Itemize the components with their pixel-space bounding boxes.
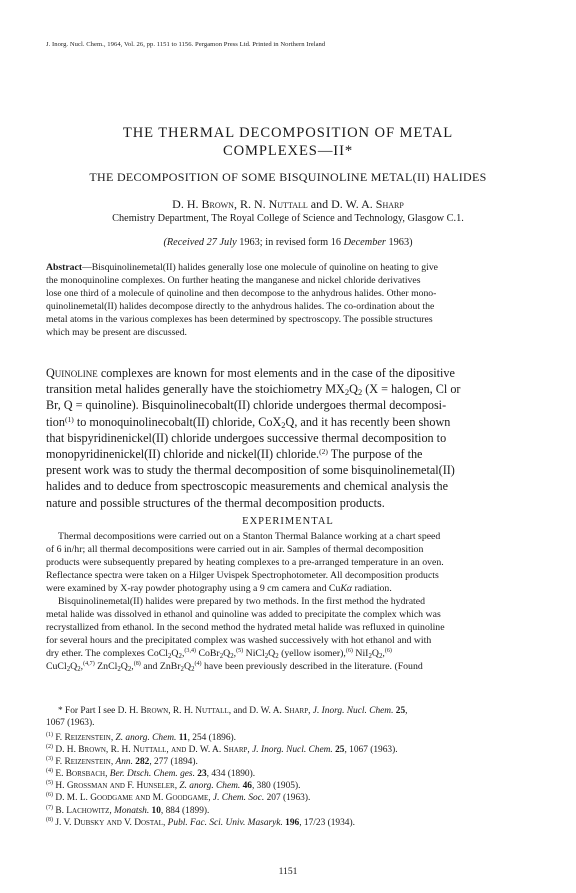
ref-text: , — [109, 805, 115, 816]
page-number: 1151 — [278, 866, 298, 877]
section-heading-experimental: EXPERIMENTAL — [242, 516, 334, 527]
ref-volume: 282 — [132, 757, 150, 768]
ref-number: (2) — [46, 744, 53, 751]
ref-author: Goodgame — [90, 793, 133, 804]
intro-text: to monoquinolinecobalt(II) chloride, CoX — [73, 414, 282, 429]
ref-number: (8) — [46, 816, 53, 823]
footnote-part-one — [46, 705, 534, 729]
fn-text: * For Part I see D. H. — [58, 706, 141, 716]
exp-text: were examined by X-ray powder photography using a 9 cm camera and Cu — [46, 582, 341, 594]
reference-1 — [46, 732, 534, 744]
journal-citation-line: J. Inorg. Nucl. Chem., 1964, Vol. 26, pp. 1151 to 1156. Pergamon Press Ltd. Printed in Northern Ireland — [46, 41, 326, 48]
exp-line-7: metal halide was dissolved in ethanol and quinoline was added to precipitate the complex which was — [46, 608, 441, 620]
exp-text: K — [340, 582, 347, 594]
ref-author: Dubsky — [73, 817, 105, 828]
ref-text: D. M. L. — [53, 793, 91, 804]
exp-line-2: of 6 in/hr; all thermal decompositions were carried out in air. Samples of thermal decomposition — [46, 543, 424, 555]
ref-text: F. — [53, 733, 65, 743]
intro-line-6 — [46, 446, 534, 462]
ref-journal: Ber. Dtsch. Chem. ges. — [109, 769, 195, 780]
ref-text: and M. Goodgame, — [132, 793, 213, 804]
exp-line-5 — [46, 583, 534, 596]
intro-text: (X = halogen, Cl or — [362, 382, 461, 397]
author-2-surname: Nuttall — [268, 197, 308, 211]
abstract-line-3: lose one third of a molecule of quinoline and then decompose to the anhydrous halides. Other mono- — [46, 287, 437, 299]
ref-number: (7) — [46, 804, 53, 811]
fn-author: Brown — [140, 706, 169, 716]
received-dates — [0, 237, 576, 248]
fn-text: , and D. W. A. — [228, 706, 285, 716]
ref-text: F. — [53, 757, 65, 768]
exp-line-3: products were subsequently prepared by heating complexes to a pre-arranged temperature in an oven. — [46, 556, 444, 568]
ref-text: and F. Hunseler, — [107, 781, 180, 792]
ref-author: Brown — [78, 745, 106, 756]
ref-journal: Publ. Fac. Sci. Univ. Masaryk. — [167, 817, 283, 828]
exp-text: dry ether. The complexes CoCl — [46, 647, 168, 659]
ref-text: J. V. — [53, 817, 74, 828]
ref-journal: Ann. — [115, 757, 133, 768]
author-sep-1: , R. N. — [233, 197, 269, 211]
ref-author: Reizenstein — [64, 733, 111, 743]
author-1-initials: D. H. — [172, 197, 202, 211]
reference-list — [46, 732, 534, 829]
ref-text: , — [105, 769, 110, 780]
ref-text: , R. H. Nuttall, and D. W. A. Sharp, — [105, 745, 253, 756]
ref-text: , — [110, 757, 116, 768]
intro-line-8: halides and to deduce from spectroscopic measurements and chemical analysis the — [46, 479, 449, 494]
ref-journal: Z. anorg. Chem. — [179, 781, 241, 792]
intro-text: complexes are known for most elements and in the case of the dipositive — [97, 366, 455, 380]
intro-text: tion — [46, 414, 65, 429]
ref-volume: 196 — [282, 817, 300, 828]
ref-journal: J. Chem. Soc. — [212, 793, 265, 804]
intro-text: transition metal halides generally have the stoichiometry MX — [46, 382, 345, 397]
abstract-line-5: metal atoms in the various complexes has been determined by spectroscopy. The possible structures — [46, 313, 433, 325]
ref-text: D. H. — [53, 745, 79, 756]
reference-2 — [46, 744, 534, 756]
exp-text: radiation. — [352, 582, 392, 594]
author-3-surname: Sharp — [375, 197, 404, 211]
intro-line-2: transition metal halides generally have the stoichiometry $MX_2Q_2$ (X = halogen, Cl or — [46, 382, 461, 398]
exp-line-1: Thermal decompositions were carried out on a Stanton Thermal Balance working at a chart speed — [58, 531, 441, 542]
exp-line-10: dry ether. The complexes $CoCl_2Q_2,^{(3,4)}$ $CoBr_2Q_2,^{(5)}$ $NiCl_2Q_2$ (yellow isomer),$^{(6)}$ $NiI_2Q_2,^{(6)}$ — [46, 647, 392, 660]
abstract-line-2: the monoquinoline complexes. On further heating the manganese and nickel chloride derivatives — [46, 274, 421, 286]
ref-text: , — [110, 733, 116, 743]
fn-author: Nuttall — [195, 706, 229, 716]
ref-text: , 434 (1890). — [206, 769, 256, 780]
footnote-line-2: 1067 (1963). — [46, 718, 95, 729]
author-sep-2: and D. W. A. — [307, 197, 376, 211]
fn-journal: J. Inorg. Nucl. Chem. — [312, 706, 394, 716]
exp-line-9: for several hours and the precipitated complex was washed successively with hot ethanol and with — [46, 634, 432, 646]
received-close: 1963) — [385, 237, 413, 248]
ref-author: Reizenstein — [64, 757, 111, 768]
exp-text: CuCl — [46, 660, 67, 672]
reference-4 — [46, 768, 534, 780]
ref-number: (1) — [46, 732, 53, 738]
fn-volume: 25 — [393, 706, 406, 716]
ref-text: , 380 (1905). — [251, 781, 301, 792]
ref-text: , 1067 (1963). — [344, 745, 398, 756]
ref-volume: 46 — [240, 781, 252, 792]
reference-7 — [46, 805, 534, 817]
experimental-section — [46, 531, 534, 673]
fn-text: , R. H. — [168, 706, 196, 716]
exp-text: NiI — [352, 647, 369, 659]
ref-journal: J. Inorg. Nucl. Chem. — [252, 745, 333, 756]
ref-number: (6) — [46, 792, 53, 799]
ref-marker: (1) — [64, 414, 74, 424]
exp-text: have been previously described in the literature. (Found — [201, 660, 423, 672]
received-month-1: July — [219, 237, 237, 248]
intro-line-1 — [46, 365, 534, 381]
intro-text: Q, and it has recently been shown — [285, 414, 451, 429]
exp-text: and ZnBr — [140, 660, 181, 672]
intro-line-9: nature and possible structures of the thermal decomposition products. — [46, 495, 385, 510]
intro-text: Q — [349, 382, 358, 397]
abstract — [46, 262, 534, 339]
intro-lead-word: Quinoline — [46, 366, 98, 380]
author-list — [0, 197, 576, 212]
ref-marker: (8) — [133, 660, 141, 667]
intro-line-3: Br, Q = quinoline). Bisquinolinecobalt(II) chloride undergoes thermal decomposi- — [46, 398, 447, 413]
article-subtitle: THE DECOMPOSITION OF SOME BISQUINOLINE METAL(II) HALIDES — [89, 170, 487, 184]
ref-volume: 10 — [149, 805, 161, 816]
intro-line-7: present work was to study the thermal decomposition of some bisquinolinemetal(II) — [46, 463, 455, 478]
author-1-surname: Brown — [201, 197, 234, 211]
received-month-2: December — [343, 237, 386, 248]
intro-line-4: tion$^{(1)}$ to monoquinolinecobalt(II) chloride, CoX$_2$Q, and it has recently been shown — [46, 414, 451, 430]
ref-number: (4) — [46, 768, 53, 775]
ref-text: , 17/23 (1934). — [299, 817, 355, 828]
abstract-text: —Bisquinolinemetal(II) halides generally lose one molecule of quinoline on heating to give — [82, 262, 438, 273]
ref-text: 207 (1963). — [264, 793, 311, 804]
ref-volume: 25 — [332, 745, 345, 756]
reference-3 — [46, 756, 534, 768]
reference-5 — [46, 780, 534, 792]
abstract-line-6: which may be present are discussed. — [46, 326, 187, 338]
intro-text: monopyridinenickel(II) chloride and nickel(II) chloride. — [46, 447, 320, 462]
affiliation: Chemistry Department, The Royal College of Science and Technology, Glasgow C.1. — [112, 213, 464, 224]
ref-text: H. — [53, 781, 67, 792]
exp-line-11: $CuCl_2Q_2,^{(4,7)}$ $ZnCl_2Q_2,^{(8)}$ and $ZnBr_2Q_2^{(4)}$ have been previously described in the literature. (Found — [46, 660, 423, 673]
intro-line-5: that bispyridinenickel(II) chloride undergoes successive thermal decomposition to — [46, 430, 447, 445]
ref-journal: Monatsh. — [114, 805, 150, 816]
ref-number: (5) — [46, 780, 53, 787]
abstract-label: Abstract — [46, 262, 83, 273]
ref-text: , 884 (1899). — [160, 805, 210, 816]
ref-marker: (6) — [384, 647, 392, 654]
ref-text: , 277 (1894). — [149, 757, 198, 768]
ref-text: E. — [53, 769, 66, 780]
reference-8 — [46, 817, 534, 829]
exp-text: CoBr — [196, 647, 220, 659]
fn-text: , — [405, 706, 408, 716]
ref-marker: (2) — [319, 447, 328, 457]
exp-text: α — [346, 582, 353, 594]
ref-volume: 11 — [176, 733, 188, 743]
fn-author: Sharp — [284, 706, 309, 716]
ref-author: Borsbach — [65, 769, 106, 780]
exp-line-8: recrystallized from ethanol. In the second method the hydrated metal halide was refluxed in quinoline — [46, 621, 445, 633]
ref-author: Lachowitz — [66, 805, 110, 816]
received-open: (Received 27 — [163, 237, 220, 248]
received-mid: 1963; in revised form 16 — [236, 237, 344, 248]
footnote-line-1 — [46, 705, 534, 717]
ref-number: (3) — [46, 756, 53, 763]
exp-line-6: Bisquinolinemetal(II) halides were prepared by two methods. In the first method the hydrated — [58, 595, 426, 607]
ref-author: Grossman — [66, 781, 108, 792]
introduction-paragraph — [46, 365, 534, 511]
fn-text: , — [308, 706, 313, 716]
ref-volume: 23 — [194, 769, 207, 780]
ref-marker: (4,7) — [83, 660, 95, 667]
ref-text: and V. Dostal, — [104, 817, 168, 828]
intro-text: The purpose of the — [327, 447, 423, 462]
ref-journal: Z. anorg. Chem. — [115, 733, 177, 743]
ref-marker: (4) — [194, 660, 202, 667]
ref-text: B. — [53, 805, 67, 816]
article-title-line-1: THE THERMAL DECOMPOSITION OF METAL — [122, 125, 454, 141]
exp-text: NiCl — [243, 647, 265, 659]
exp-text: ZnCl — [94, 660, 118, 672]
reference-6 — [46, 792, 534, 804]
ref-text: , 254 (1896). — [187, 733, 236, 743]
ref-marker: (6) — [345, 647, 353, 654]
exp-line-4: Reflectance spectra were taken on a Hilger Uvispek Spectrophotometer. All decomposition products — [46, 569, 439, 581]
exp-text: (yellow isomer), — [278, 647, 346, 659]
ref-marker: (5) — [236, 647, 244, 654]
abstract-line-1 — [46, 262, 534, 275]
abstract-line-4: quinolinemetal(II) halides decompose directly to the anhydrous halides. The co-ordination about the — [46, 300, 435, 312]
ref-marker: (3,4) — [184, 647, 197, 654]
article-title-line-2: COMPLEXES—II* — [222, 143, 354, 159]
